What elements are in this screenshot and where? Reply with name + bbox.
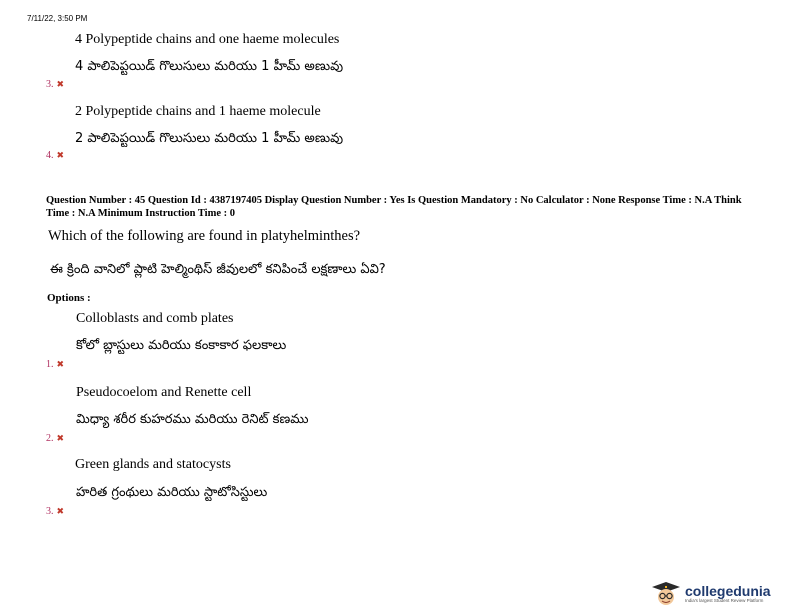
option-2-english: Pseudocoelom and Renette cell xyxy=(76,385,252,400)
prev-option-4-english: 2 Polypeptide chains and 1 haeme molecule xyxy=(75,104,321,119)
option-2-number: 2. xyxy=(46,433,54,444)
question-meta: Question Number : 45 Question Id : 4387197405 Display Question Number : Yes Is Question Mandatory : No Calculator : None Response Time : N.A Think Time : N.A Minimum Instruction Time : 0 xyxy=(46,195,742,219)
option-3-number-row xyxy=(46,499,64,518)
logo-name: collegedunia xyxy=(685,583,771,599)
cross-icon: ✖ xyxy=(56,151,65,161)
cross-icon: ✖ xyxy=(56,507,65,517)
logo-tagline: India's largest Student Review Platform xyxy=(685,598,764,603)
option-1-telugu: కోలో బ్లాస్టులు మరియు కంకాకార ఫలకాలు xyxy=(76,338,287,353)
options-label: Options : xyxy=(47,292,91,304)
prev-option-4-number: 4. xyxy=(46,150,54,161)
option-3-english: Green glands and statocysts xyxy=(75,457,231,472)
option-3-number: 3. xyxy=(46,506,54,517)
prev-option-3-number: 3. xyxy=(46,79,54,90)
question-text-english: Which of the following are found in platyhelminthes? xyxy=(48,228,361,244)
option-2-telugu: మిధ్యా శరీర కుహరము మరియు రెనిట్ కణము xyxy=(76,412,309,427)
print-timestamp: 7/11/22, 3:50 PM xyxy=(27,14,88,23)
prev-option-3-telugu: 4 పాలిపెప్టయిడ్ గొలుసులు మరియు 1 హీమ్ అణువు xyxy=(75,59,344,74)
prev-option-4-telugu: 2 పాలిపెప్టయిడ్ గొలుసులు మరియు 1 హీమ్ అణువు xyxy=(75,131,344,146)
prev-option-3-english: 4 Polypeptide chains and one haeme molecules xyxy=(75,32,340,47)
prev-option-4-number-row xyxy=(46,143,64,162)
collegedunia-logo xyxy=(651,581,771,607)
cross-icon: ✖ xyxy=(56,434,65,444)
option-1-number: 1. xyxy=(46,359,54,370)
graduate-mascot-icon xyxy=(651,581,681,607)
prev-option-3-number-row xyxy=(46,72,64,91)
question-text-telugu: ఈ క్రింది వానిలో ప్లాటి హెల్మింథిస్ జీవులలో కనిపించే లక్షణాలు ఏవి? xyxy=(50,262,386,277)
option-1-number-row xyxy=(46,352,64,371)
option-2-number-row xyxy=(46,426,64,445)
cross-icon: ✖ xyxy=(56,360,65,370)
option-3-telugu: హరిత గ్రంథులు మరియు స్టాటోసిస్టులు xyxy=(76,485,268,500)
cross-icon: ✖ xyxy=(56,80,65,90)
option-1-english: Colloblasts and comb plates xyxy=(76,311,234,326)
